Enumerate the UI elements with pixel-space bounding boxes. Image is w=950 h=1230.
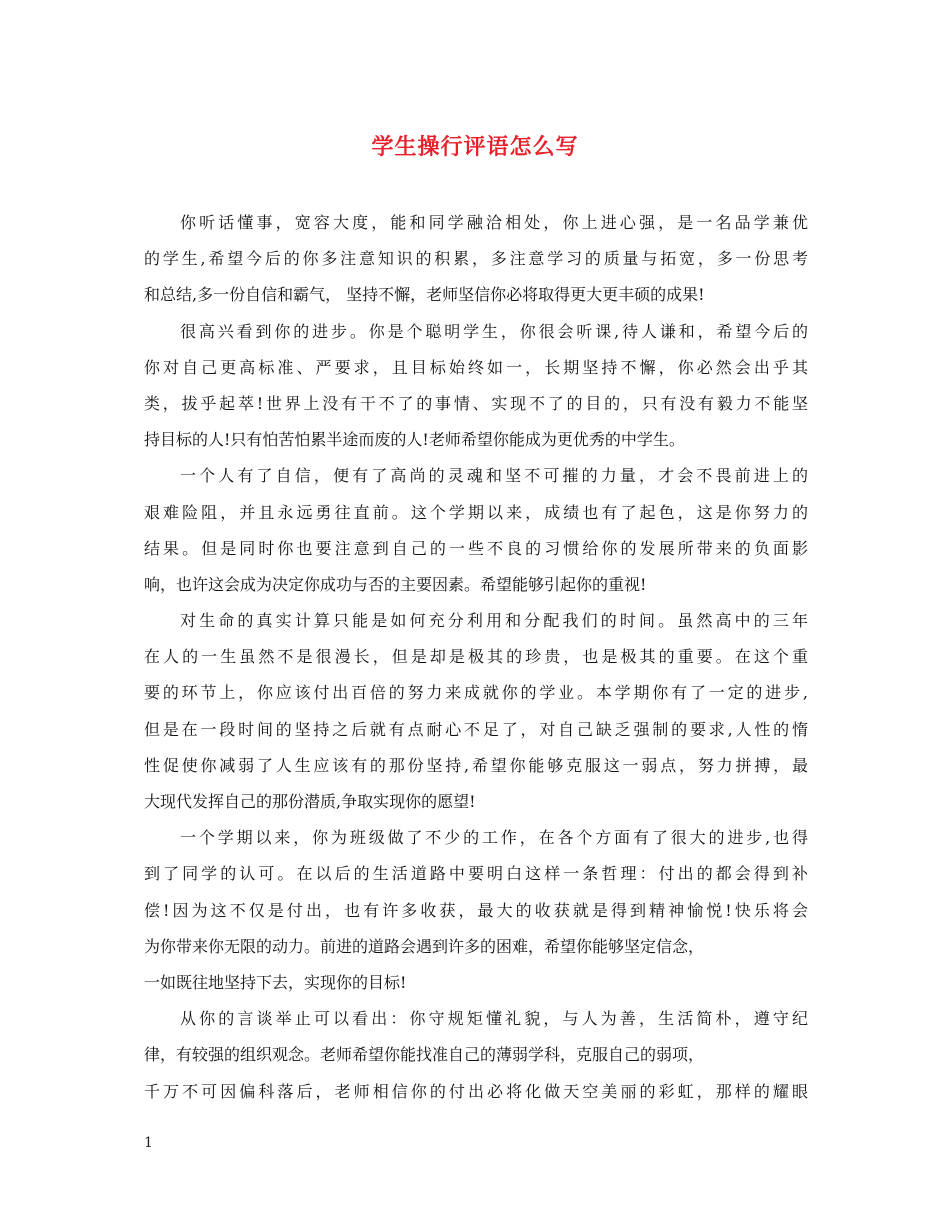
paragraph-line: 一个学期以来，你为班级做了不少的工作，在各个方面有了很大的进步,也得 bbox=[180, 828, 808, 848]
paragraph-line: 很高兴看到你的进步。你是个聪明学生，你很会听课,待人谦和，希望今后的 bbox=[180, 321, 808, 341]
paragraph-line: 和总结,多一份自信和霸气， 坚持不懈，老师坚信你必将取得更大更丰硕的成果! bbox=[144, 285, 705, 305]
paragraph-line: 艰难险阻，并且永远勇往直前。这个学期以来，成绩也有了起色，这是你努力的 bbox=[144, 502, 808, 522]
document-body bbox=[144, 205, 808, 1110]
paragraph-line: 的学生,希望今后的你多注意知识的积累，多注意学习的质量与拓宽，多一份思考 bbox=[144, 249, 808, 269]
paragraph-line: 为你带来你无限的动力。前进的道路会遇到许多的困难，希望你能够坚定信念， bbox=[144, 936, 705, 956]
paragraph-line: 结果。但是同时你也要注意到自己的一些不良的习惯给你的发展所带来的负面影 bbox=[144, 538, 808, 558]
paragraph-line: 到了同学的认可。在以后的生活道路中要明白这样一条哲理：付出的都会得到补 bbox=[144, 864, 808, 884]
paragraph-line: 但是在一段时间的坚持之后就有点耐心不足了，对自己缺乏强制的要求,人性的惰 bbox=[144, 719, 808, 739]
paragraph-line: 持目标的人!只有怕苦怕累半途而废的人!老师希望你能成为更优秀的中学生。 bbox=[144, 430, 685, 450]
paragraph-line: 律，有较强的组织观念。老师希望你能找准自己的薄弱学科，克服自己的弱项， bbox=[144, 1045, 705, 1065]
paragraph-line: 性促使你减弱了人生应该有的那份坚持,希望你能够克服这一弱点，努力拼搏，最 bbox=[144, 755, 808, 775]
paragraph-line: 响，也许这会成为决定你成功与否的主要因素。希望能够引起你的重视! bbox=[144, 574, 647, 594]
paragraph-line: 对生命的真实计算只能是如何充分利用和分配我们的时间。虽然高中的三年 bbox=[180, 611, 808, 631]
paragraph-line: 在人的一生虽然不是很漫长，但是却是极其的珍贵，也是极其的重要。在这个重 bbox=[144, 647, 808, 667]
paragraph-line: 要的环节上，你应该付出百倍的努力来成就你的学业。本学期你有了一定的进步, bbox=[144, 683, 808, 703]
paragraph-line: 从你的言谈举止可以看出：你守规矩懂礼貌，与人为善，生活简朴，遵守纪 bbox=[180, 1009, 808, 1029]
paragraph-line: 一如既往地坚持下去，实现你的目标! bbox=[144, 972, 407, 992]
paragraph-line: 你对自己更高标准、严要求，且目标始终如一，长期坚持不懈，你必然会出乎其 bbox=[144, 357, 808, 377]
paragraph-line: 一个人有了自信，便有了高尚的灵魂和坚不可摧的力量，才会不畏前进上的 bbox=[180, 466, 808, 486]
paragraph-line: 类，拔乎起萃!世界上没有干不了的事情、实现不了的目的，只有没有毅力不能坚 bbox=[144, 393, 808, 413]
document-title: 学生操行评语怎么写 bbox=[371, 134, 579, 160]
paragraph-line: 大现代发挥自己的那份潜质,争取实现你的愿望! bbox=[144, 792, 476, 811]
paragraph-line: 你听话懂事，宽容大度，能和同学融洽相处，你上进心强，是一名品学兼优 bbox=[180, 213, 808, 232]
paragraph-line: 偿!因为这不仅是付出，也有许多收获，最大的收获就是得到精神愉悦!快乐将会 bbox=[144, 900, 808, 920]
paragraph-line: 千万不可因偏科落后，老师相信你的付出必将化做天空美丽的彩虹，那样的耀眼 bbox=[144, 1081, 808, 1101]
page-number: 1 bbox=[144, 1135, 153, 1151]
